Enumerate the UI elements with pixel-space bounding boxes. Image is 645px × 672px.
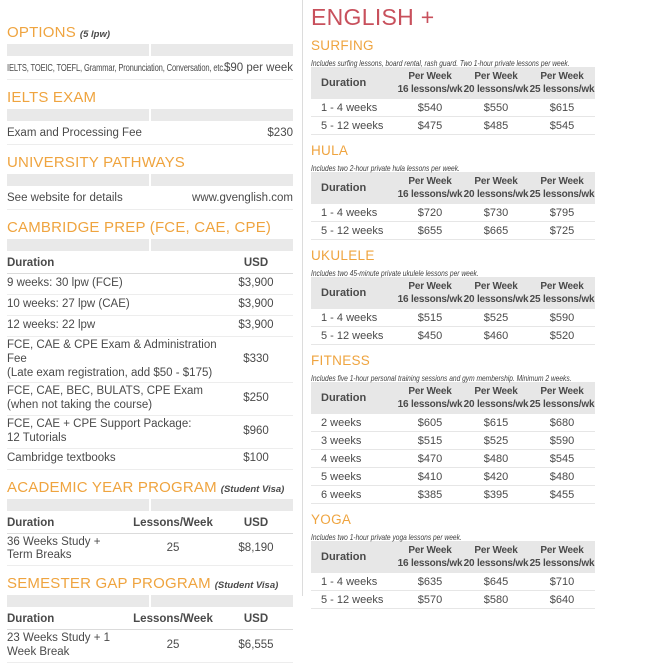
lessons-per-week-label: 25 lessons/wk bbox=[529, 558, 595, 569]
row-price: $3,900 bbox=[238, 277, 274, 290]
row-price: $795 bbox=[549, 206, 575, 219]
row-price: $545 bbox=[549, 119, 575, 132]
bar-cell-left bbox=[7, 174, 149, 186]
row-price: $665 bbox=[483, 224, 509, 237]
per-week-label: Per Week bbox=[474, 545, 518, 556]
col-header-duration: Duration bbox=[321, 551, 367, 563]
lessons-per-week-label: 25 lessons/wk bbox=[529, 399, 595, 410]
row-duration: 5 - 12 weeks bbox=[321, 329, 384, 342]
per-week-label: Per Week bbox=[540, 281, 584, 292]
table-row bbox=[7, 316, 293, 337]
row-label bbox=[7, 298, 219, 312]
table-row bbox=[7, 189, 293, 210]
per-week-label: Per Week bbox=[540, 386, 584, 397]
row-label-line1: 12 weeks: 22 lpw bbox=[7, 319, 96, 332]
row-price: $3,900 bbox=[238, 319, 274, 332]
lessons-per-week-label: 25 lessons/wk bbox=[529, 294, 595, 305]
price-table-row bbox=[311, 432, 595, 450]
table-header-bar bbox=[7, 44, 293, 56]
price-table-row bbox=[311, 486, 595, 504]
table-row bbox=[7, 383, 293, 416]
lessons-per-week-label: 16 lessons/wk bbox=[397, 558, 463, 569]
price-table-row bbox=[311, 591, 595, 609]
row-price: $640 bbox=[549, 593, 575, 606]
row-label-line2: (Late exam registration, add $50 - $175) bbox=[7, 366, 213, 379]
row-price: $410 bbox=[417, 470, 443, 483]
col-header-per-week-1 bbox=[397, 385, 463, 411]
section-title-suffix: (Student Visa) bbox=[214, 580, 279, 592]
col-header-per-week-1 bbox=[397, 70, 463, 96]
section-title-options bbox=[7, 24, 293, 41]
row-label-line1: FCE, CAE + CPE Support Package: bbox=[7, 417, 192, 430]
table-header-bar bbox=[7, 239, 293, 251]
section-title-text: UNIVERSITY PATHWAYS bbox=[7, 154, 185, 171]
col-header-per-week-3 bbox=[529, 385, 595, 411]
per-week-label: Per Week bbox=[474, 281, 518, 292]
section-hula bbox=[311, 143, 595, 240]
row-price: $3,900 bbox=[238, 298, 274, 311]
lessons-per-week-label: 20 lessons/wk bbox=[463, 399, 529, 410]
lessons-per-week-label: 16 lessons/wk bbox=[397, 189, 463, 200]
english-plus-title: ENGLISH + bbox=[311, 4, 435, 30]
row-duration: 5 - 12 weeks bbox=[321, 119, 384, 132]
right-column bbox=[311, 4, 595, 617]
bar-cell-left bbox=[7, 499, 149, 511]
col-header-duration: Duration bbox=[321, 182, 367, 194]
table-row bbox=[7, 416, 293, 449]
row-price: $100 bbox=[243, 451, 269, 464]
column-header-row bbox=[7, 254, 293, 274]
per-week-label: Per Week bbox=[474, 176, 518, 187]
row-price: $725 bbox=[549, 224, 575, 237]
lessons-per-week-label: 20 lessons/wk bbox=[463, 294, 529, 305]
row-label bbox=[7, 536, 127, 564]
col-header-duration: Duration bbox=[321, 287, 367, 299]
price-table-header bbox=[311, 172, 595, 204]
row-price: $250 bbox=[243, 392, 269, 405]
row-price: $580 bbox=[483, 593, 509, 606]
row-label-line1: Exam and Processing Fee bbox=[7, 127, 142, 140]
row-label bbox=[7, 277, 219, 291]
section-options bbox=[7, 24, 293, 80]
row-duration: 1 - 4 weeks bbox=[321, 575, 378, 588]
row-price: $520 bbox=[549, 329, 575, 342]
price-table-row bbox=[311, 573, 595, 591]
section-semester-gap bbox=[7, 575, 293, 663]
section-yoga bbox=[311, 512, 595, 609]
row-price: $720 bbox=[417, 206, 443, 219]
table-header-bar bbox=[7, 174, 293, 186]
price-table-row bbox=[311, 204, 595, 222]
row-price: $645 bbox=[483, 575, 509, 588]
row-duration: 6 weeks bbox=[321, 488, 362, 501]
section-title-text: OPTIONS bbox=[7, 24, 76, 41]
table-header-bar bbox=[7, 499, 293, 511]
row-price: $6,555 bbox=[238, 639, 274, 652]
section-ukulele bbox=[311, 248, 595, 345]
activity-title-yoga: YOGA bbox=[311, 512, 352, 527]
activity-title-hula: HULA bbox=[311, 143, 349, 158]
table-header-bar bbox=[7, 109, 293, 121]
price-table-row bbox=[311, 117, 595, 135]
row-duration: 1 - 4 weeks bbox=[321, 206, 378, 219]
row-price: $960 bbox=[243, 424, 269, 437]
row-label-line1: 36 Weeks Study + Term Breaks bbox=[7, 535, 101, 562]
col-header-per-week-2 bbox=[463, 70, 529, 96]
row-price: $545 bbox=[549, 452, 575, 465]
section-title-text: ACADEMIC YEAR PROGRAM bbox=[7, 478, 217, 496]
row-price: $540 bbox=[417, 101, 443, 114]
table-row bbox=[7, 124, 293, 145]
col-header-lessons-week: Lessons/Week bbox=[133, 516, 213, 529]
table-row bbox=[7, 59, 293, 80]
section-title-cambridge-prep bbox=[7, 219, 293, 236]
row-price: $550 bbox=[483, 101, 509, 114]
price-table-row bbox=[311, 327, 595, 345]
row-label bbox=[7, 632, 127, 660]
col-header-per-week-1 bbox=[397, 280, 463, 306]
per-week-label: Per Week bbox=[474, 71, 518, 82]
price-table-row bbox=[311, 468, 595, 486]
activity-description-wrap bbox=[311, 53, 595, 68]
col-header-per-week-2 bbox=[463, 175, 529, 201]
row-price: $525 bbox=[483, 311, 509, 324]
row-price: $8,190 bbox=[238, 542, 274, 555]
row-price: $455 bbox=[549, 488, 575, 501]
row-label-line1: Cambridge textbooks bbox=[7, 451, 116, 464]
row-price: $420 bbox=[483, 470, 509, 483]
col-header-lessons-week: Lessons/Week bbox=[133, 613, 213, 626]
per-week-label: Per Week bbox=[408, 71, 452, 82]
activity-title-ukulele: UKULELE bbox=[311, 248, 375, 263]
row-price: $480 bbox=[549, 470, 575, 483]
col-header-per-week-2 bbox=[463, 385, 529, 411]
col-header-per-week-3 bbox=[529, 280, 595, 306]
row-price: $230 bbox=[267, 127, 293, 140]
section-title-semester-gap bbox=[7, 575, 293, 592]
bar-cell-left bbox=[7, 109, 149, 121]
row-label-line1: 23 Weeks Study + 1 Week Break bbox=[7, 632, 111, 658]
lessons-per-week-label: 16 lessons/wk bbox=[397, 84, 463, 95]
price-table-row bbox=[311, 450, 595, 468]
row-label bbox=[7, 192, 192, 206]
activity-title-surfing: SURFING bbox=[311, 38, 374, 53]
row-price: $450 bbox=[417, 329, 443, 342]
section-academic-year bbox=[7, 479, 293, 567]
bar-cell-right bbox=[151, 174, 293, 186]
activity-description-wrap bbox=[311, 158, 595, 173]
col-header-per-week-1 bbox=[397, 544, 463, 570]
row-price: $470 bbox=[417, 452, 443, 465]
price-table-header bbox=[311, 67, 595, 99]
section-ielts-exam bbox=[7, 89, 293, 145]
row-price: $330 bbox=[243, 352, 269, 365]
row-price: $710 bbox=[549, 575, 575, 588]
col-header-per-week-3 bbox=[529, 544, 595, 570]
row-lessons-value: 25 bbox=[166, 542, 180, 555]
row-price: $475 bbox=[417, 119, 443, 132]
per-week-label: Per Week bbox=[408, 281, 452, 292]
col-header-duration: Duration bbox=[321, 392, 367, 404]
price-table-row bbox=[311, 414, 595, 432]
col-header-usd: USD bbox=[243, 516, 269, 529]
row-price: $90 per week bbox=[223, 62, 293, 75]
lessons-per-week-label: 20 lessons/wk bbox=[463, 558, 529, 569]
activity-description: Includes two 2-hour private hula lessons per week. bbox=[311, 163, 460, 173]
col-header-duration: Duration bbox=[7, 613, 55, 626]
table-header-bar bbox=[7, 595, 293, 607]
lessons-per-week-label: 16 lessons/wk bbox=[397, 294, 463, 305]
lessons-per-week-label: 16 lessons/wk bbox=[397, 399, 463, 410]
activity-description-wrap bbox=[311, 263, 595, 278]
section-title-suffix: (Student Visa) bbox=[220, 483, 285, 495]
row-duration: 2 weeks bbox=[321, 416, 362, 429]
row-label-line1: FCE, CAE, BEC, BULATS, CPE Exam bbox=[7, 385, 203, 398]
per-week-label: Per Week bbox=[540, 176, 584, 187]
row-price: $525 bbox=[483, 434, 509, 447]
row-price: $680 bbox=[549, 416, 575, 429]
section-title-university-pathways bbox=[7, 154, 293, 171]
row-duration: 5 - 12 weeks bbox=[321, 593, 384, 606]
row-price: $615 bbox=[483, 416, 509, 429]
bar-cell-right bbox=[151, 595, 293, 607]
table-row bbox=[7, 449, 293, 470]
row-price: $635 bbox=[417, 575, 443, 588]
col-header-per-week-3 bbox=[529, 175, 595, 201]
col-header-duration: Duration bbox=[321, 77, 367, 89]
per-week-label: Per Week bbox=[540, 545, 584, 556]
row-price: $460 bbox=[483, 329, 509, 342]
row-label-line2: (when not taking the course) bbox=[7, 399, 153, 412]
price-table-header bbox=[311, 277, 595, 309]
lessons-per-week-label: 25 lessons/wk bbox=[529, 84, 595, 95]
per-week-label: Per Week bbox=[408, 176, 452, 187]
price-table-header bbox=[311, 382, 595, 414]
activity-description: Includes surfing lessons, board rental, rash guard. Two 1-hour private lessons per week. bbox=[311, 58, 570, 68]
activity-title-fitness: FITNESS bbox=[311, 353, 371, 368]
row-duration: 1 - 4 weeks bbox=[321, 101, 378, 114]
row-lessons-value: 25 bbox=[166, 639, 180, 652]
row-label-line1: 10 weeks: 27 lpw (CAE) bbox=[7, 298, 130, 311]
row-label-line1: 9 weeks: 30 lpw (FCE) bbox=[7, 277, 123, 290]
activity-description: Includes two 45-minute private ukulele lessons per week. bbox=[311, 268, 479, 278]
row-price: $395 bbox=[483, 488, 509, 501]
row-label bbox=[7, 62, 224, 76]
left-column bbox=[7, 24, 293, 672]
bar-cell-left bbox=[7, 595, 149, 607]
row-price: $515 bbox=[417, 311, 443, 324]
row-price: $480 bbox=[483, 452, 509, 465]
activity-description: Includes two 1-hour private yoga lessons per week. bbox=[311, 532, 462, 542]
section-title-text: IELTS EXAM bbox=[7, 89, 97, 106]
col-header-duration: Duration bbox=[7, 257, 55, 269]
table-row bbox=[7, 630, 293, 663]
activity-description-wrap bbox=[311, 368, 595, 383]
activity-description-wrap bbox=[311, 527, 595, 542]
row-price: $515 bbox=[417, 434, 443, 447]
table-row bbox=[7, 337, 293, 383]
section-title-suffix: (5 lpw) bbox=[79, 29, 111, 40]
row-price: $655 bbox=[417, 224, 443, 237]
lessons-per-week-label: 25 lessons/wk bbox=[529, 189, 595, 200]
section-university-pathways bbox=[7, 154, 293, 210]
row-label bbox=[7, 319, 219, 333]
col-header-per-week-1 bbox=[397, 175, 463, 201]
lessons-per-week-label: 20 lessons/wk bbox=[463, 189, 529, 200]
per-week-label: Per Week bbox=[540, 71, 584, 82]
bar-cell-right bbox=[151, 499, 293, 511]
column-divider bbox=[302, 0, 303, 596]
bar-cell-left bbox=[7, 239, 149, 251]
row-price: $385 bbox=[417, 488, 443, 501]
row-price: $485 bbox=[483, 119, 509, 132]
per-week-label: Per Week bbox=[408, 545, 452, 556]
row-duration: 5 - 12 weeks bbox=[321, 224, 384, 237]
table-row bbox=[7, 534, 293, 567]
row-price: $730 bbox=[483, 206, 509, 219]
row-duration: 5 weeks bbox=[321, 470, 362, 483]
col-header-usd: USD bbox=[243, 613, 269, 626]
row-duration: 3 weeks bbox=[321, 434, 362, 447]
column-header-row bbox=[7, 514, 293, 534]
section-title-academic-year bbox=[7, 479, 293, 496]
section-fitness bbox=[311, 353, 595, 504]
price-table-header bbox=[311, 541, 595, 573]
section-title-text: SEMESTER GAP PROGRAM bbox=[7, 575, 211, 593]
row-label bbox=[7, 418, 219, 446]
row-label-text: IELTS, TOEIC, TOEFL, Grammar, Pronunciation, Conversation, etc. bbox=[7, 62, 225, 75]
table-row bbox=[7, 295, 293, 316]
row-duration: 4 weeks bbox=[321, 452, 362, 465]
bar-cell-left bbox=[7, 44, 149, 56]
column-header-row bbox=[7, 610, 293, 630]
row-label bbox=[7, 339, 219, 380]
row-label-line1: See website for details bbox=[7, 192, 123, 205]
website-link[interactable]: www.gvenglish.com bbox=[192, 192, 293, 205]
row-duration: 1 - 4 weeks bbox=[321, 311, 378, 324]
bar-cell-right bbox=[151, 109, 293, 121]
row-price: $570 bbox=[417, 593, 443, 606]
english-plus-sections bbox=[311, 38, 595, 609]
col-header-duration: Duration bbox=[7, 516, 55, 529]
table-row bbox=[7, 274, 293, 295]
row-label bbox=[7, 385, 219, 413]
row-price: $615 bbox=[549, 101, 575, 114]
price-table-row bbox=[311, 99, 595, 117]
row-label bbox=[7, 452, 219, 466]
bar-cell-right bbox=[151, 239, 293, 251]
col-header-usd: USD bbox=[243, 257, 269, 269]
row-price: $590 bbox=[549, 434, 575, 447]
section-title-ielts-exam bbox=[7, 89, 293, 106]
col-header-per-week-2 bbox=[463, 544, 529, 570]
row-price: $590 bbox=[549, 311, 575, 324]
section-surfing bbox=[311, 38, 595, 135]
per-week-label: Per Week bbox=[408, 386, 452, 397]
row-price: $605 bbox=[417, 416, 443, 429]
col-header-per-week-2 bbox=[463, 280, 529, 306]
row-label-line2: 12 Tutorials bbox=[7, 431, 67, 444]
per-week-label: Per Week bbox=[474, 386, 518, 397]
activity-description: Includes five 1-hour personal training sessions and gym membership. Minimum 2 weeks. bbox=[311, 373, 572, 383]
section-cambridge-prep bbox=[7, 219, 293, 470]
row-label-line1: FCE, CAE & CPE Exam & Administration Fee bbox=[7, 339, 217, 365]
lessons-per-week-label: 20 lessons/wk bbox=[463, 84, 529, 95]
price-table-row bbox=[311, 222, 595, 240]
price-table-row bbox=[311, 309, 595, 327]
col-header-per-week-3 bbox=[529, 70, 595, 96]
row-label bbox=[7, 127, 267, 141]
section-title-text: CAMBRIDGE PREP (FCE, CAE, CPE) bbox=[7, 219, 272, 236]
bar-cell-right bbox=[151, 44, 293, 56]
